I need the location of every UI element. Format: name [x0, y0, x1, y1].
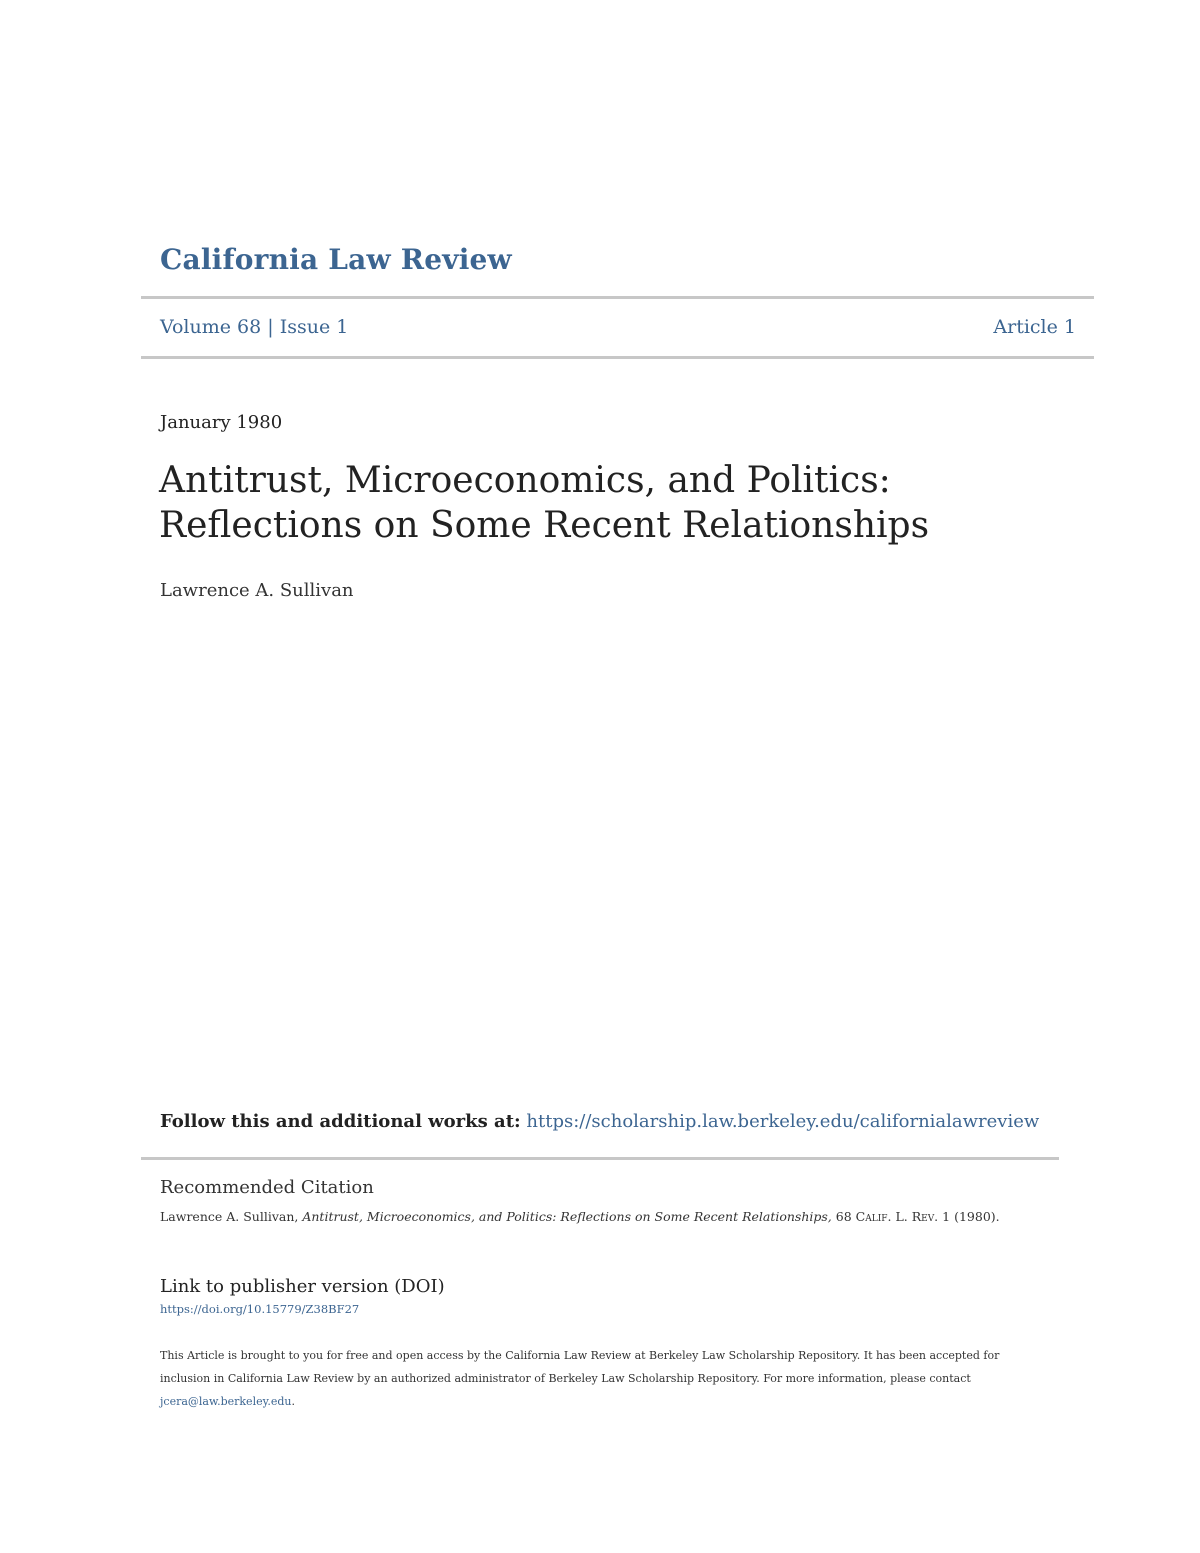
volume-issue-line [160, 316, 348, 338]
article-author: Lawrence A. Sullivan [160, 580, 354, 601]
volume-issue-separator: | [267, 316, 274, 338]
doi-link[interactable]: https://doi.org/10.15779/Z38BF27 [160, 1302, 360, 1316]
citation-journal: Calif. L. Rev. [855, 1209, 939, 1224]
article-title-line-1: Antitrust, Microeconomics, and Politics: [159, 460, 891, 501]
access-notice [160, 1344, 1040, 1413]
access-notice-line-2: inclusion in California Law Review by an authorized administrator of Berkeley Law Scholarship Repository. For more information, please contact [160, 1372, 971, 1385]
citation-title: Antitrust, Microeconomics, and Politics: Reflections on Some Recent Relationships, [302, 1209, 832, 1224]
header-bottom-divider [141, 356, 1094, 359]
article-title-line-2: Reflections on Some Recent Relationships [159, 505, 930, 546]
notice-period: . [291, 1395, 295, 1408]
publication-date: January 1980 [160, 412, 283, 433]
journal-title[interactable]: California Law Review [160, 243, 512, 276]
doi-heading: Link to publisher version (DOI) [160, 1276, 445, 1297]
volume-link[interactable]: Volume 68 [160, 316, 262, 338]
header-top-divider [141, 296, 1094, 299]
citation-text [160, 1209, 1000, 1224]
article-number-link[interactable]: Article 1 [993, 316, 1076, 338]
access-notice-line-3 [160, 1390, 1040, 1413]
access-notice-line-1: This Article is brought to you for free and open access by the California Law Review at Berkeley Law Scholarship Repository. It has been accepted for [160, 1349, 1000, 1362]
issue-link[interactable]: Issue 1 [279, 316, 349, 338]
citation-page-year: 1 (1980). [942, 1209, 1000, 1224]
follow-works-label: Follow this and additional works at: [160, 1111, 521, 1132]
follow-works-line [160, 1111, 1039, 1132]
recommended-citation-heading: Recommended Citation [160, 1177, 374, 1198]
citation-volume: 68 [835, 1209, 852, 1224]
citation-author: Lawrence A. Sullivan, [160, 1209, 299, 1224]
article-title [159, 458, 1099, 548]
citation-divider [141, 1157, 1059, 1160]
follow-works-link[interactable]: https://scholarship.law.berkeley.edu/californialawreview [526, 1111, 1040, 1132]
contact-email-link[interactable]: jcera@law.berkeley.edu [160, 1395, 292, 1408]
